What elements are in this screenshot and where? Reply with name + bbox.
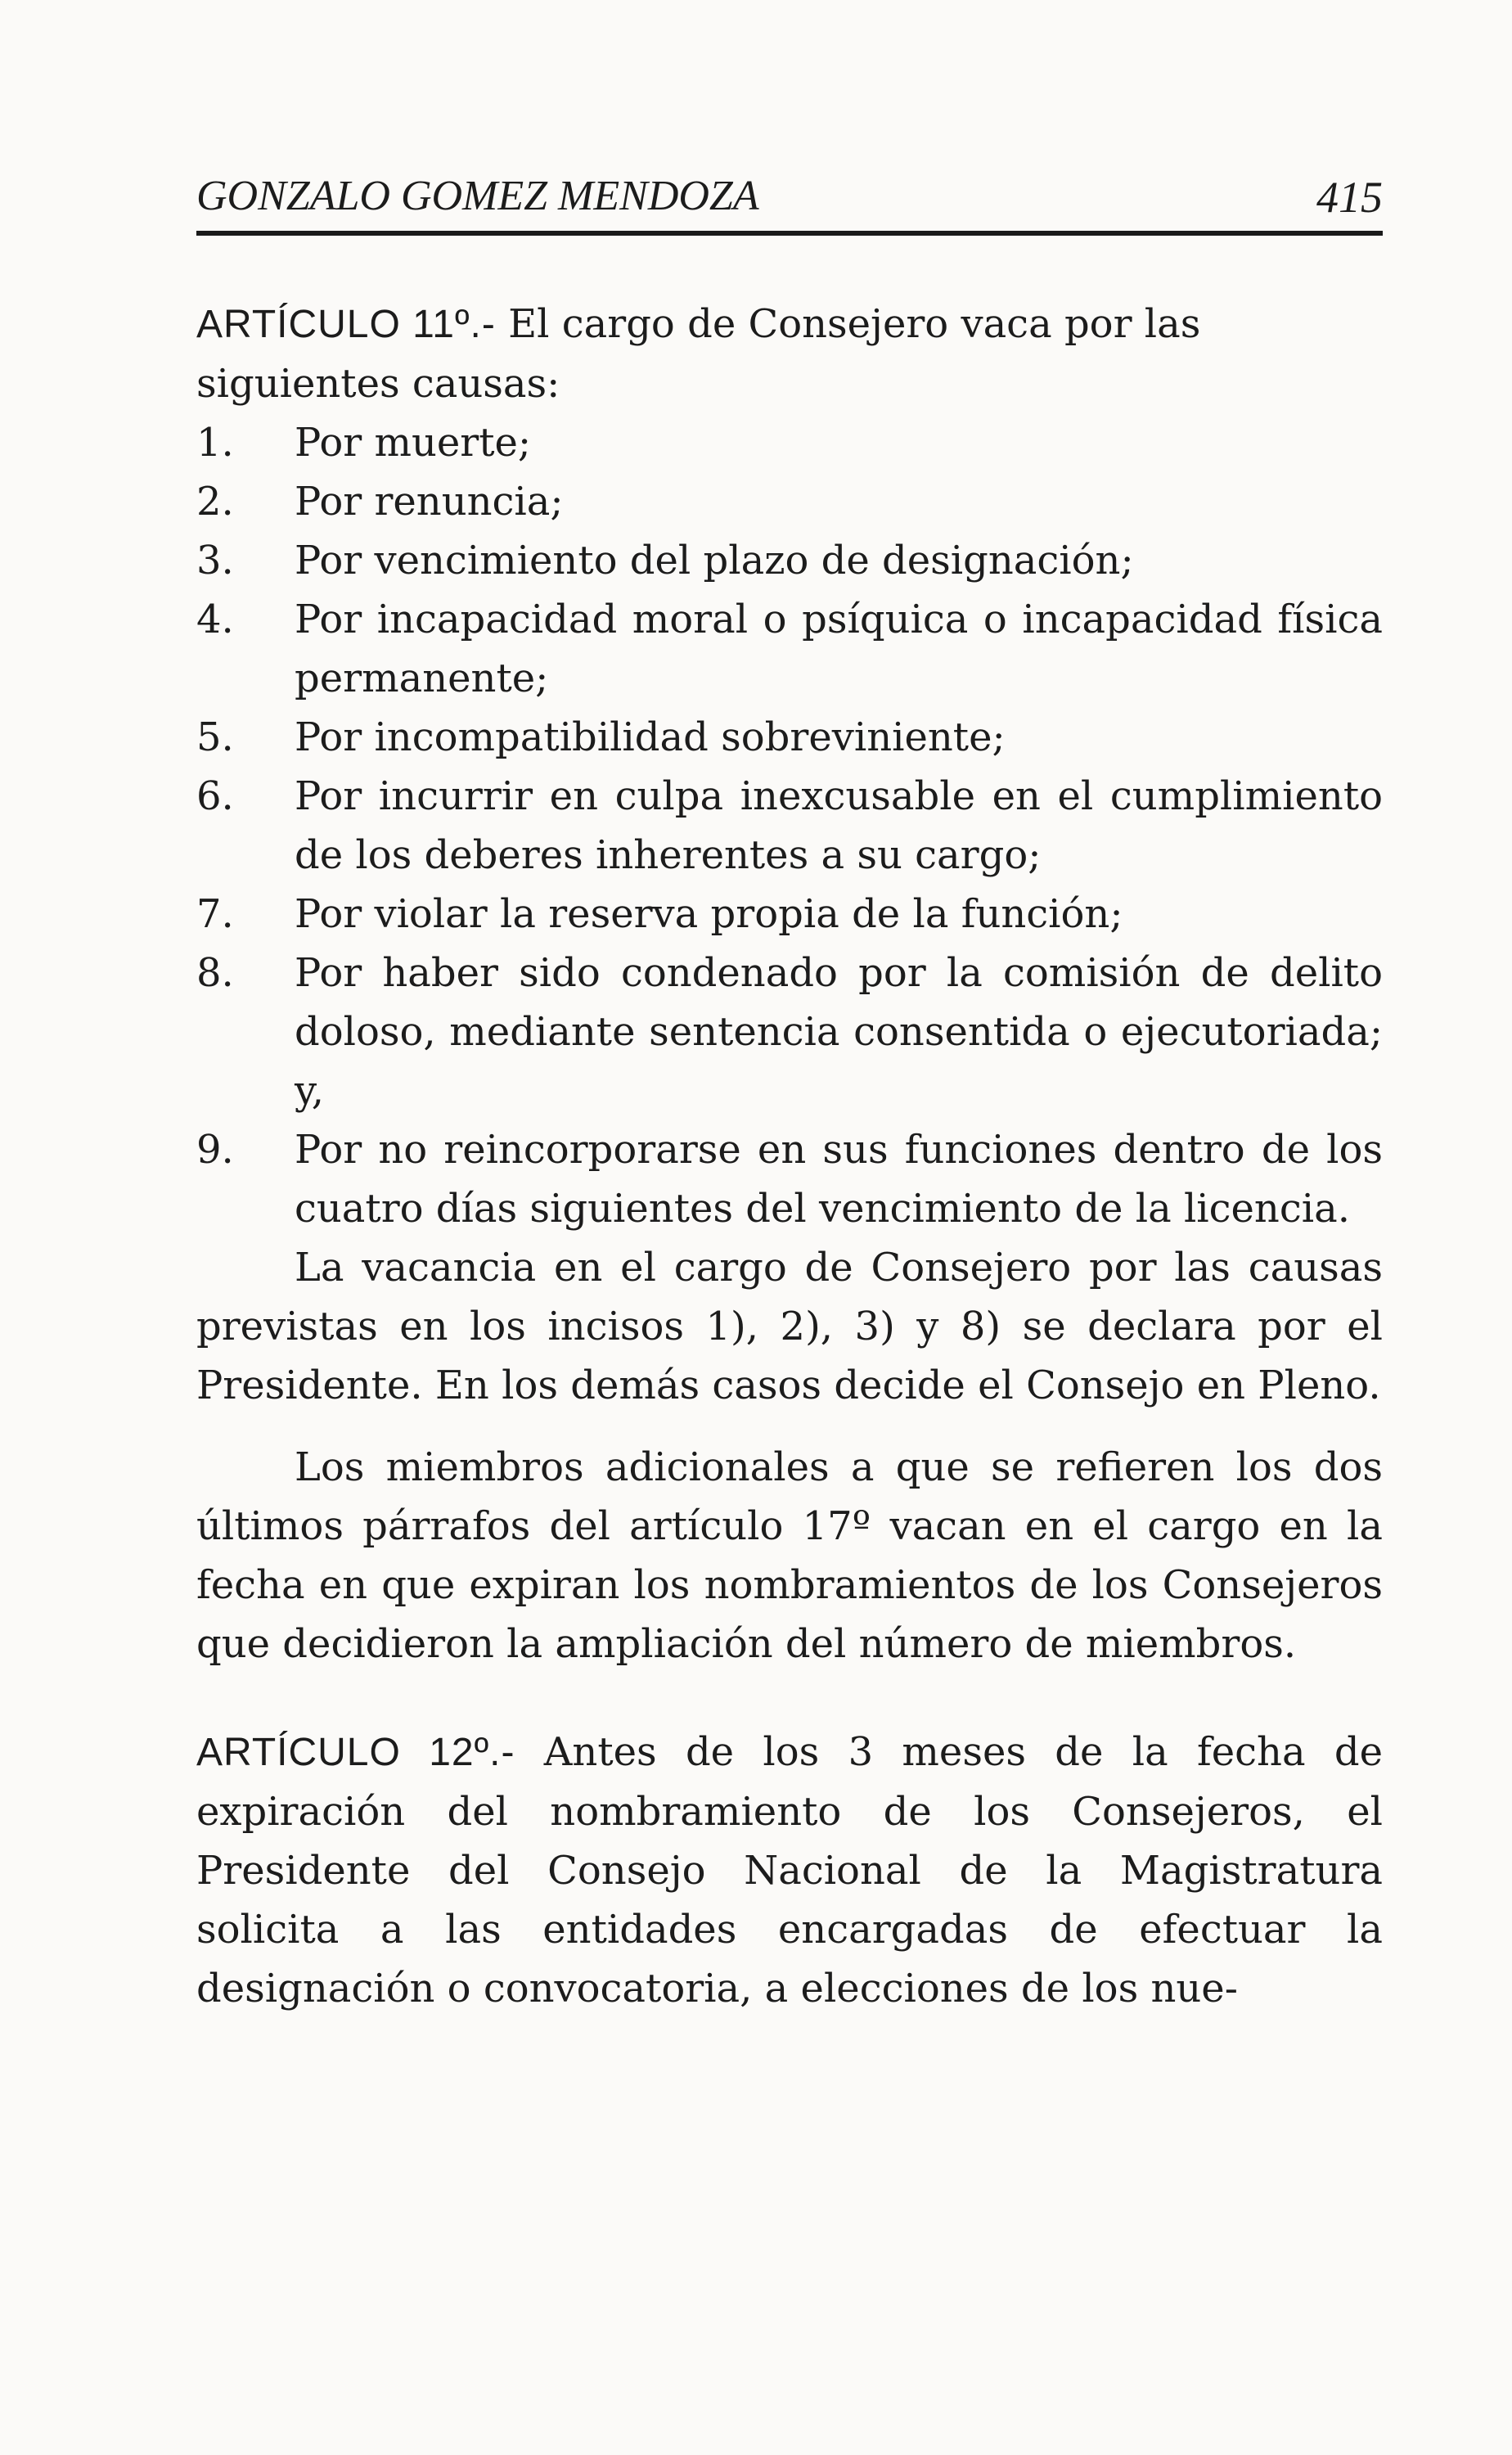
article-12-text: Antes de los 3 meses de la fecha de expiración del nombramiento de los Consejeros, el Presidente del Consejo Nacional de la Magistratura solicita a las entidades encargadas de efectuar la designación o convocatoria, a elecciones de los nue- — [196, 1729, 1383, 2011]
header-rule — [196, 231, 1383, 236]
article-11-causes-list — [196, 413, 1383, 1238]
paragraph-gap — [196, 1415, 1383, 1438]
list-item-text: Por violar la reserva propia de la función; — [295, 891, 1123, 937]
list-item-number: 5. — [196, 714, 234, 760]
list-item-number: 8. — [196, 950, 234, 996]
list-item-text: Por incompatibilidad sobreviniente; — [295, 714, 1006, 760]
list-item-text: Por muerte; — [295, 420, 532, 466]
running-header-author: GONZALO GOMEZ MENDOZA — [196, 173, 759, 219]
list-item-text: Por no reincorporarse en sus funciones dentro de los cuatro días siguientes del vencimiento de la licencia. — [295, 1127, 1383, 1232]
list-item-number: 9. — [196, 1127, 234, 1173]
article-11-paragraph-2: Los miembros adicionales a que se refieren los dos últimos párrafos del artículo 17º vacan en el cargo en la fecha en que expiran los nombramientos de los Consejeros que decidieron la ampliación del número de miembros. — [196, 1444, 1383, 1667]
page-number: 415 — [1316, 173, 1383, 222]
article-12 — [196, 1723, 1383, 2018]
list-item-number: 7. — [196, 891, 234, 937]
list-item-number: 6. — [196, 773, 234, 819]
article-gap — [196, 1673, 1383, 1723]
list-item-text: Por incurrir en culpa inexcusable en el cumplimiento de los deberes inherentes a su cargo; — [295, 773, 1383, 878]
article-11-intro — [196, 295, 1383, 413]
list-item-text: Por vencimiento del plazo de designación; — [295, 538, 1134, 583]
list-item — [196, 472, 1383, 531]
list-item — [196, 413, 1383, 472]
list-item — [196, 708, 1383, 767]
running-header — [196, 164, 1383, 229]
list-item — [196, 767, 1383, 885]
list-item — [196, 1120, 1383, 1238]
list-item-text: Por renuncia; — [295, 479, 564, 525]
article-11-label: ARTÍCULO 11º.- — [196, 303, 496, 346]
list-item-text: Por incapacidad moral o psíquica o incapacidad física permanente; — [295, 597, 1383, 701]
list-item-number: 4. — [196, 597, 234, 642]
article-11-intro-text: El cargo de Consejero vaca por las siguientes causas: — [196, 301, 1201, 407]
list-item-number: 3. — [196, 538, 234, 583]
list-item — [196, 590, 1383, 708]
list-item-number: 1. — [196, 420, 234, 466]
list-item — [196, 885, 1383, 944]
article-11-paragraph-1: La vacancia en el cargo de Consejero por las causas previstas en los incisos 1), 2), 3) y 8) se declara por el Presidente. En los demás casos decide el Consejo en Pleno. — [196, 1245, 1383, 1408]
list-item — [196, 531, 1383, 590]
page-body — [196, 295, 1383, 2018]
article-12-label: ARTÍCULO 12º.- — [196, 1731, 515, 1774]
list-item-number: 2. — [196, 479, 234, 525]
list-item-text: Por haber sido condenado por la comisión de delito doloso, mediante sentencia consentida o ejecutoriada; y, — [295, 950, 1383, 1114]
list-item — [196, 944, 1383, 1120]
